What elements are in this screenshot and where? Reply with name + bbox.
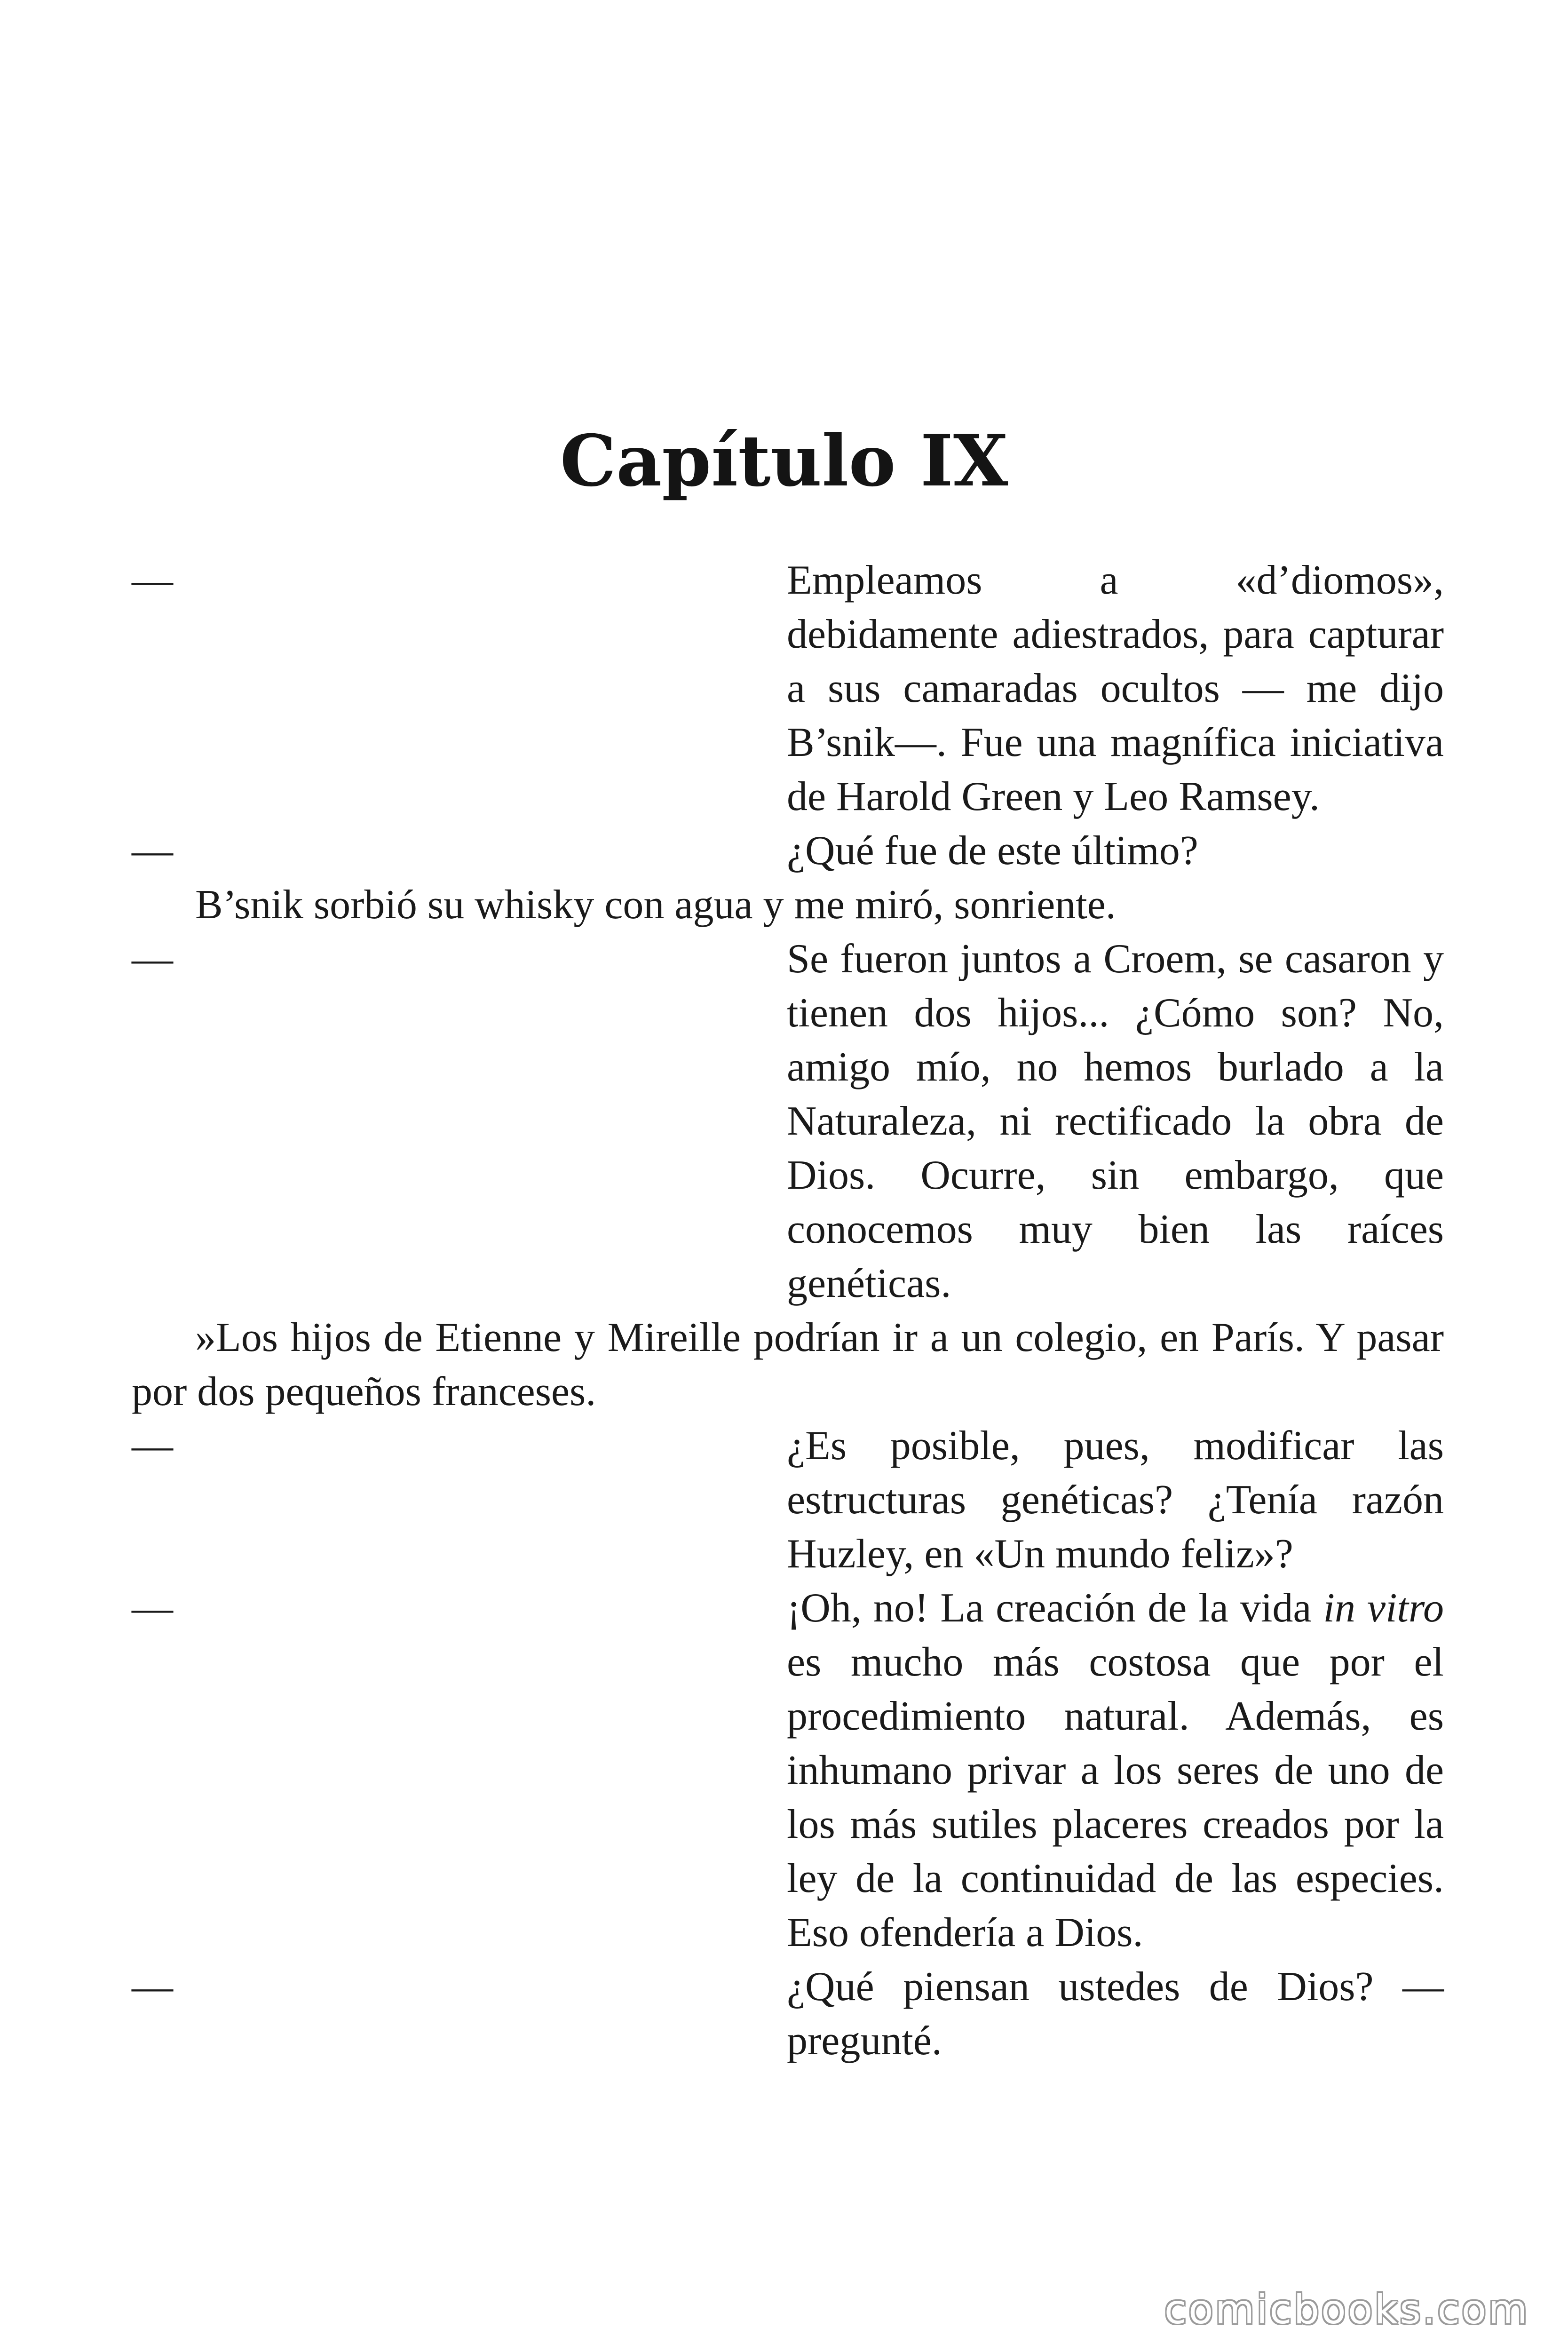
narration-paragraph: B’snik sorbió su whisky con agua y me miró, sonriente. bbox=[195, 882, 1116, 928]
dialogue-dash: — bbox=[132, 1964, 173, 2010]
dialogue-dash: — bbox=[132, 828, 173, 874]
dialogue-text: ¿Qué piensan ustedes de Dios? — pregunté. bbox=[787, 1964, 1444, 2064]
chapter-title: Capítulo IX bbox=[560, 420, 1008, 502]
narration-paragraph: »Los hijos de Etienne y Mireille podrían ir a un colegio, en París. Y pasar por dos pequeños franceses. bbox=[132, 1315, 1444, 1414]
dialogue-text bbox=[787, 1581, 1444, 1960]
dialogue-dash: — bbox=[132, 557, 173, 603]
dialogue-paragraph bbox=[132, 1419, 1444, 1581]
dialogue-dash: — bbox=[132, 936, 173, 982]
dialogue-text: Se fueron juntos a Croem, se casaron y tienen dos hijos... ¿Cómo son? No, amigo mío, no hemos burlado a la Naturaleza, ni rectificado la obra de Dios. Ocurre, sin embargo, que conocemos muy bien las raíces genéticas. bbox=[787, 936, 1444, 1306]
dialogue-text: ¿Qué fue de este último? bbox=[787, 828, 1198, 874]
dialogue-dash: — bbox=[132, 1423, 173, 1469]
dialogue-text: ¿Es posible, pues, modificar las estructuras genéticas? ¿Tenía razón Huzley, en «Un mundo feliz»? bbox=[787, 1423, 1444, 1577]
dialogue-text-part: es mucho más costosa que por el procedimiento natural. Además, es inhumano privar a los seres de uno de los más sutiles placeres creados por la ley de la continuidad de las especies. Eso ofendería a Dios. bbox=[787, 1639, 1444, 1955]
dialogue-dash: — bbox=[132, 1585, 173, 1631]
dialogue-paragraph bbox=[132, 1581, 1444, 1960]
italic-phrase: in vitro bbox=[1323, 1585, 1444, 1631]
chapter-body bbox=[132, 553, 1444, 2068]
dialogue-paragraph bbox=[132, 932, 1444, 1311]
dialogue-text-part: ¡Oh, no! La creación de la vida bbox=[787, 1585, 1323, 1631]
dialogue-paragraph bbox=[132, 1960, 1444, 2068]
dialogue-paragraph bbox=[132, 553, 1444, 824]
dialogue-text: Empleamos a «d’diomos», debidamente adiestrados, para capturar a sus camaradas ocultos — me dijo B’snik—. Fue una magnífica iniciativa de Harold Green y Leo Ramsey. bbox=[787, 557, 1444, 819]
watermark: comicbooks.com bbox=[1164, 2286, 1529, 2333]
dialogue-paragraph bbox=[132, 824, 1444, 878]
